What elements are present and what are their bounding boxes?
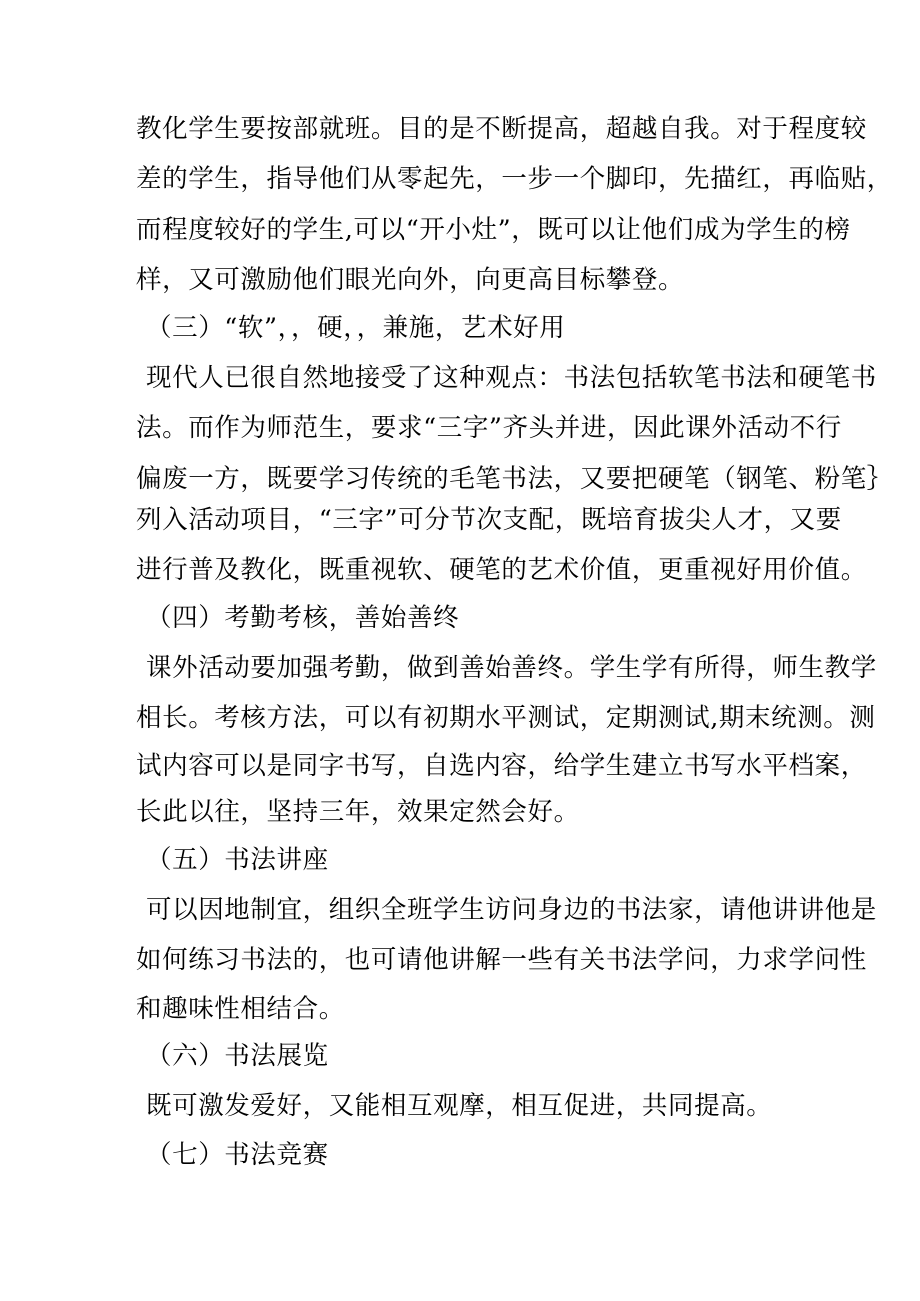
paragraph-line: 进行普及教化，既重视软、硬笔的艺术价值，更重视好用价值。	[136, 555, 867, 585]
paragraph-line: 可以因地制宜，组织全班学生访问身边的书法家，请他讲讲他是	[146, 895, 877, 925]
paragraph-line: 既可激发爱好，又能相互观摩，相互促进，共同提高。	[146, 1091, 773, 1121]
paragraph-line: 偏废一方，既要学习传统的毛笔书法，又要把硬笔（钢笔、粉笔｝	[136, 464, 893, 494]
paragraph-line: 样，又可激励他们眼光向外，向更高目标攀登。	[136, 265, 685, 295]
paragraph-line: 现代人已很自然地接受了这种观点：书法包括软笔书法和硬笔书	[146, 363, 877, 393]
paragraph-line: 课外活动要加强考勤，做到善始善终。学生学有所得，师生教学	[146, 653, 877, 683]
paragraph-line: 教化学生要按部就班。目的是不断提高，超越自我。对于程度较	[136, 114, 867, 144]
section-heading: （三）“软”，，硬，，兼施，艺术好用	[146, 313, 566, 343]
paragraph-line: 列入活动项目，“三字”可分节次支配，既培育拔尖人才，又要	[136, 505, 842, 535]
section-heading: （五）书法讲座	[146, 845, 329, 875]
paragraph-line: 差的学生，指导他们从零起先，一步一个脚印，先描红，再临贴，	[136, 164, 893, 194]
paragraph-line: 法。而作为师范生，要求“三字”齐头并进，因此课外活动不行	[136, 413, 842, 443]
paragraph-line: 长此以往，坚持三年，效果定然会好。	[136, 797, 580, 827]
paragraph-line: 而程度较好的学生,可以“开小灶”，既可以让他们成为学生的榜	[136, 215, 851, 245]
section-heading: （六）书法展览	[146, 1041, 329, 1071]
section-heading: （四）考勤考核，善始善终	[146, 603, 460, 633]
section-heading: （七）书法竞赛	[146, 1140, 329, 1170]
paragraph-line: 相长。考核方法，可以有初期水平测试，定期测试,期末统测。测	[136, 703, 876, 733]
paragraph-line: 试内容可以是同字书写，自选内容，给学生建立书写水平档案，	[136, 751, 867, 781]
paragraph-line: 和趣味性相结合。	[136, 994, 345, 1024]
paragraph-line: 如何练习书法的，也可请他讲解一些有关书法学问，力求学问性	[136, 945, 867, 975]
